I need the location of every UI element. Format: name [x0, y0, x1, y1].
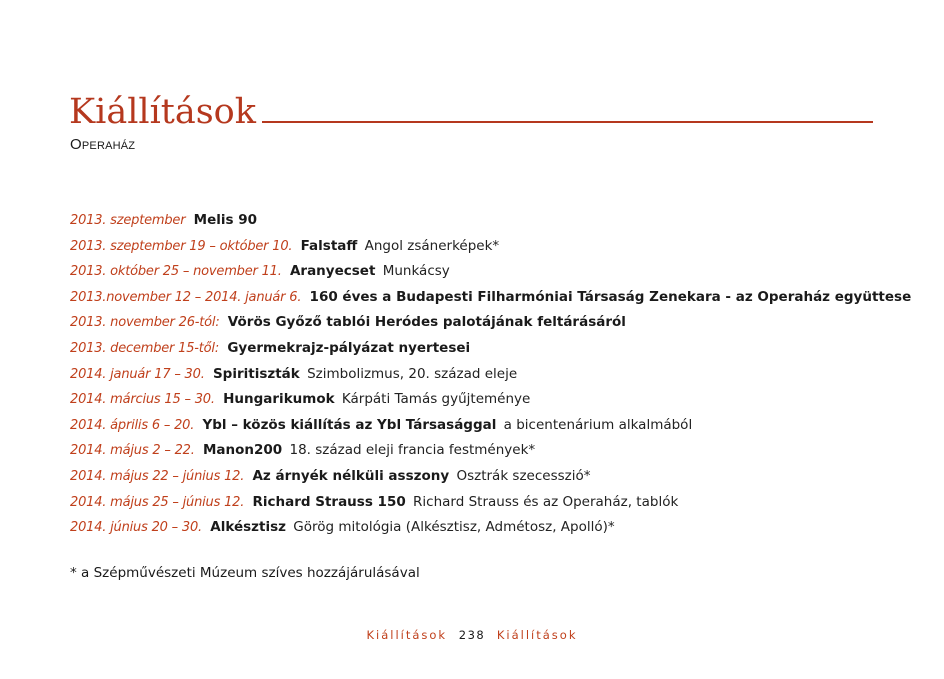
exhibition-date: 2014. március 15 – 30.	[70, 392, 215, 408]
exhibition-date: 2014. május 25 – június 12.	[70, 494, 245, 510]
exhibition-name: Az árnyék nélküli asszony	[252, 467, 450, 484]
exhibition-item	[70, 413, 914, 439]
exhibition-date: 2013. november 26-tól:	[70, 315, 220, 331]
exhibition-item	[70, 490, 914, 516]
page-subtitle: Operaház	[70, 136, 136, 153]
exhibition-item	[70, 285, 914, 311]
exhibition-name: Richard Strauss 150	[252, 493, 406, 510]
exhibition-date: 2013. október 25 – november 11.	[70, 264, 282, 280]
exhibition-name: Gyermekrajz-pályázat nyertesei	[227, 339, 471, 356]
exhibition-name: Melis 90	[193, 212, 258, 228]
exhibition-name: Falstaff	[300, 237, 358, 254]
exhibition-desc: 18. század eleji francia festmények*	[289, 442, 536, 459]
page-number: 238	[458, 628, 486, 642]
title-rule	[262, 121, 873, 123]
exhibition-desc: Richard Strauss és az Operaház, tablók	[413, 493, 679, 510]
exhibition-item	[70, 310, 914, 336]
exhibition-list	[70, 208, 914, 541]
exhibition-desc: Szimbolizmus, 20. század eleje	[307, 365, 518, 382]
exhibition-item	[70, 515, 914, 541]
exhibition-item	[70, 387, 914, 413]
exhibition-desc: Osztrák szecesszió*	[456, 467, 591, 484]
exhibition-date: 2013. december 15-től:	[70, 340, 220, 356]
exhibition-name: Manon200	[202, 442, 283, 459]
exhibition-item	[70, 208, 914, 234]
exhibition-name: 160 éves a Budapesti Filharmóniai Társaság Zenekara - az Operaház együttese	[309, 288, 912, 305]
exhibition-desc: Görög mitológia (Alkésztisz, Admétosz, Apolló)*	[293, 519, 615, 536]
exhibition-date: 2013.november 12 – 2014. január 6.	[70, 289, 302, 305]
footer-section-left: Kiállítások	[366, 628, 448, 642]
exhibition-date: 2014. április 6 – 20.	[70, 417, 195, 433]
exhibition-desc: Kárpáti Tamás gyűjteménye	[341, 391, 531, 408]
exhibition-name: Vörös Győző tablói Heródes palotájának feltárásáról	[227, 314, 626, 331]
exhibition-item	[70, 464, 914, 490]
exhibition-item	[70, 234, 914, 260]
exhibition-desc: Angol zsánerképek*	[364, 237, 500, 254]
exhibition-desc: Munkácsy	[382, 263, 450, 280]
exhibition-name: Hungarikumok	[223, 391, 335, 408]
exhibition-date: 2014. május 2 – 22.	[70, 443, 195, 459]
exhibition-date: 2013. szeptember	[70, 213, 186, 228]
page-title: Kiállítások	[69, 92, 256, 132]
exhibition-item	[70, 438, 914, 464]
page-footer	[0, 626, 944, 644]
exhibition-date: 2014. június 20 – 30.	[70, 520, 202, 536]
footer-section-right: Kiállítások	[496, 628, 578, 642]
exhibition-name: Ybl – közös kiállítás az Ybl Társasággal	[202, 416, 497, 433]
exhibition-name: Aranyecset	[289, 263, 376, 280]
exhibition-name: Alkésztisz	[210, 519, 286, 536]
footnote: * a Szépművészeti Múzeum szíves hozzájárulásával	[70, 565, 420, 581]
exhibition-date: 2014. január 17 – 30.	[70, 366, 205, 382]
exhibition-name: Spiritiszták	[212, 365, 300, 382]
exhibition-date: 2013. szeptember 19 – október 10.	[70, 238, 293, 254]
exhibition-date: 2014. május 22 – június 12.	[70, 468, 245, 484]
exhibition-desc: a bicentenárium alkalmából	[503, 416, 693, 433]
exhibition-item	[70, 362, 914, 388]
exhibition-item	[70, 259, 914, 285]
exhibition-item	[70, 336, 914, 362]
